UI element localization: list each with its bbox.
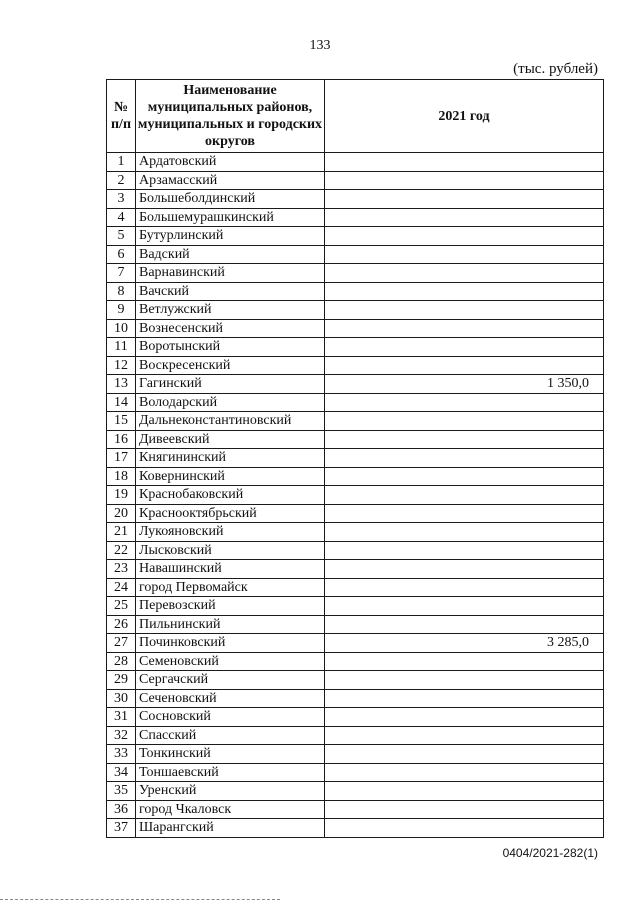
table-row: [107, 319, 604, 338]
table-row: [107, 227, 604, 246]
table-row: [107, 375, 604, 394]
row-name: Уренский: [136, 782, 325, 801]
table-row: [107, 560, 604, 579]
row-value: [325, 467, 604, 486]
row-number: 9: [107, 301, 136, 320]
table-row: [107, 338, 604, 357]
table-row: [107, 282, 604, 301]
row-number: 2: [107, 171, 136, 190]
row-name: Перевозский: [136, 597, 325, 616]
table-row: [107, 652, 604, 671]
row-name: Дивеевский: [136, 430, 325, 449]
table-row: [107, 615, 604, 634]
row-value: [325, 338, 604, 357]
row-number: 31: [107, 708, 136, 727]
row-value: [325, 671, 604, 690]
table-row: [107, 763, 604, 782]
row-name: Княгининский: [136, 449, 325, 468]
row-number: 5: [107, 227, 136, 246]
table-row: [107, 671, 604, 690]
table-row: [107, 412, 604, 431]
row-number: 33: [107, 745, 136, 764]
table-row: [107, 153, 604, 172]
row-value: [325, 190, 604, 209]
row-value: [325, 763, 604, 782]
row-value: [325, 726, 604, 745]
row-value: [325, 523, 604, 542]
row-name: Дальнеконстантиновский: [136, 412, 325, 431]
row-number: 3: [107, 190, 136, 209]
row-name: Краснобаковский: [136, 486, 325, 505]
row-number: 23: [107, 560, 136, 579]
row-value: [325, 171, 604, 190]
table-row: [107, 467, 604, 486]
units-label: (тыс. рублей): [513, 61, 598, 77]
table-row: [107, 301, 604, 320]
row-number: 6: [107, 245, 136, 264]
row-name: Сосновский: [136, 708, 325, 727]
page-number: 133: [309, 38, 331, 53]
row-number: 32: [107, 726, 136, 745]
row-number: 36: [107, 800, 136, 819]
row-number: 35: [107, 782, 136, 801]
row-name: Вознесенский: [136, 319, 325, 338]
row-name: Большемурашкинский: [136, 208, 325, 227]
row-value: [325, 208, 604, 227]
row-number: 27: [107, 634, 136, 653]
row-value: [325, 356, 604, 375]
row-value: [325, 782, 604, 801]
row-number: 15: [107, 412, 136, 431]
table-row: [107, 745, 604, 764]
row-name: Лукояновский: [136, 523, 325, 542]
row-value: [325, 615, 604, 634]
header-year: 2021 год: [325, 80, 604, 153]
row-value: [325, 800, 604, 819]
row-name: Тоншаевский: [136, 763, 325, 782]
row-number: 12: [107, 356, 136, 375]
table-row: [107, 819, 604, 838]
table-header-row: [107, 80, 604, 153]
table-row: [107, 430, 604, 449]
row-value: [325, 412, 604, 431]
row-number: 34: [107, 763, 136, 782]
table-row: [107, 597, 604, 616]
row-value: [325, 652, 604, 671]
row-value: [325, 560, 604, 579]
table-row: [107, 634, 604, 653]
row-name: Лысковский: [136, 541, 325, 560]
table-row: [107, 578, 604, 597]
row-number: 24: [107, 578, 136, 597]
row-number: 18: [107, 467, 136, 486]
table-row: [107, 190, 604, 209]
table-row: [107, 486, 604, 505]
table-row: [107, 689, 604, 708]
row-name: Ардатовский: [136, 153, 325, 172]
row-value: 3 285,0: [325, 634, 604, 653]
table-row: [107, 208, 604, 227]
row-number: 4: [107, 208, 136, 227]
row-name: Володарский: [136, 393, 325, 412]
table-row: [107, 708, 604, 727]
row-name: Починковский: [136, 634, 325, 653]
table-row: [107, 393, 604, 412]
row-name: Навашинский: [136, 560, 325, 579]
table-row: [107, 356, 604, 375]
row-name: Пильнинский: [136, 615, 325, 634]
row-number: 8: [107, 282, 136, 301]
row-number: 29: [107, 671, 136, 690]
row-number: 30: [107, 689, 136, 708]
row-name: Вачский: [136, 282, 325, 301]
row-number: 16: [107, 430, 136, 449]
header-name: Наименование муниципальных районов, муниципальных и городских округов: [136, 80, 325, 153]
table-row: [107, 541, 604, 560]
row-number: 19: [107, 486, 136, 505]
row-name: Большеболдинский: [136, 190, 325, 209]
row-name: Вадский: [136, 245, 325, 264]
budget-table: [106, 79, 604, 838]
row-name: Шарангский: [136, 819, 325, 838]
row-value: [325, 689, 604, 708]
header-number: № п/п: [107, 80, 136, 153]
table-row: [107, 726, 604, 745]
row-name: Сеченовский: [136, 689, 325, 708]
row-name: Спасский: [136, 726, 325, 745]
row-value: [325, 430, 604, 449]
scan-edge-line: [0, 899, 280, 900]
row-name: Тонкинский: [136, 745, 325, 764]
row-value: 1 350,0: [325, 375, 604, 394]
row-number: 10: [107, 319, 136, 338]
row-value: [325, 319, 604, 338]
row-value: [325, 227, 604, 246]
row-number: 28: [107, 652, 136, 671]
row-number: 37: [107, 819, 136, 838]
row-value: [325, 449, 604, 468]
row-number: 1: [107, 153, 136, 172]
table-row: [107, 245, 604, 264]
row-number: 11: [107, 338, 136, 357]
row-value: [325, 541, 604, 560]
row-number: 7: [107, 264, 136, 283]
row-value: [325, 708, 604, 727]
row-name: Ковернинский: [136, 467, 325, 486]
row-name: Сергачский: [136, 671, 325, 690]
row-name: город Чкаловск: [136, 800, 325, 819]
row-number: 25: [107, 597, 136, 616]
row-number: 20: [107, 504, 136, 523]
row-name: Ветлужский: [136, 301, 325, 320]
row-name: Краснооктябрьский: [136, 504, 325, 523]
row-value: [325, 745, 604, 764]
row-name: Бутурлинский: [136, 227, 325, 246]
row-value: [325, 393, 604, 412]
table-row: [107, 264, 604, 283]
row-number: 17: [107, 449, 136, 468]
row-name: Семеновский: [136, 652, 325, 671]
row-value: [325, 597, 604, 616]
row-value: [325, 282, 604, 301]
row-name: Гагинский: [136, 375, 325, 394]
row-value: [325, 301, 604, 320]
row-value: [325, 245, 604, 264]
table-row: [107, 800, 604, 819]
table-row: [107, 171, 604, 190]
row-number: 14: [107, 393, 136, 412]
row-value: [325, 819, 604, 838]
row-name: Арзамасский: [136, 171, 325, 190]
table-row: [107, 504, 604, 523]
document-code: 0404/2021-282(1): [502, 846, 598, 860]
row-name: Воскресенский: [136, 356, 325, 375]
table-row: [107, 449, 604, 468]
row-value: [325, 486, 604, 505]
row-name: Варнавинский: [136, 264, 325, 283]
row-name: город Первомайск: [136, 578, 325, 597]
row-value: [325, 504, 604, 523]
row-number: 22: [107, 541, 136, 560]
row-number: 26: [107, 615, 136, 634]
row-value: [325, 153, 604, 172]
table-row: [107, 523, 604, 542]
row-number: 21: [107, 523, 136, 542]
row-value: [325, 578, 604, 597]
row-number: 13: [107, 375, 136, 394]
row-value: [325, 264, 604, 283]
table-row: [107, 782, 604, 801]
row-name: Воротынский: [136, 338, 325, 357]
